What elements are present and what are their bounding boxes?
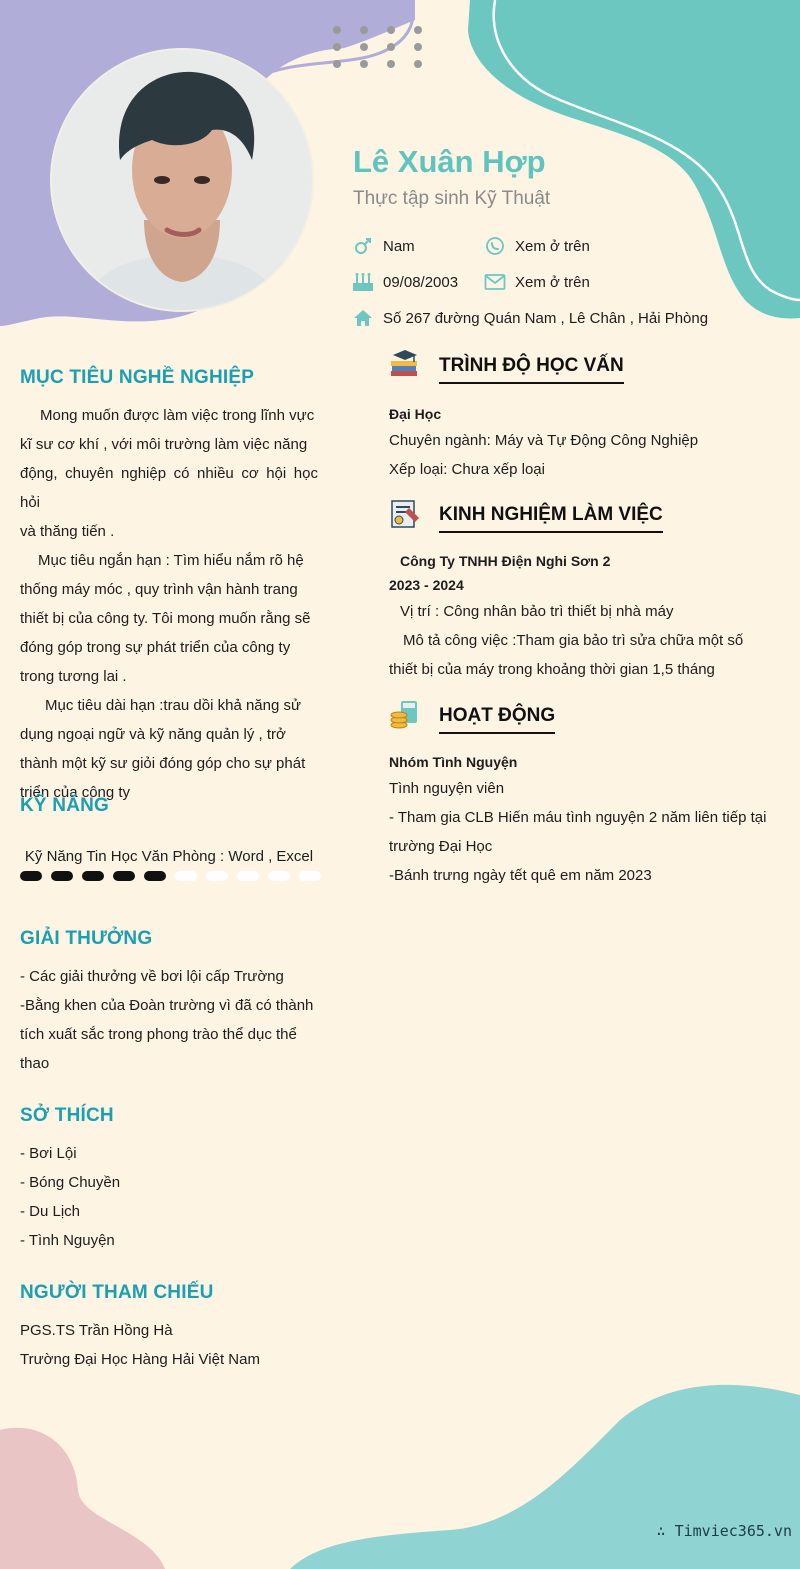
- education-major: Chuyên ngành: Máy và Tự Động Công Nghiệp: [389, 432, 699, 449]
- books-icon: [389, 349, 421, 381]
- profile-photo: [52, 50, 312, 310]
- coins-icon: [389, 699, 421, 731]
- objective-line: triển của công ty: [20, 784, 131, 801]
- reference-line: Trường Đại Học Hàng Hải Việt Nam: [20, 1351, 260, 1368]
- phone-icon: [484, 235, 506, 257]
- education-rank: Xếp loại: Chưa xếp loại: [389, 461, 545, 478]
- objective-text: [20, 401, 318, 807]
- education-header: [389, 349, 624, 384]
- certificate-icon: [389, 498, 421, 530]
- skills-title: KỸ NĂNG: [20, 795, 110, 816]
- award-line: -Bằng khen của Đoàn trường vì đã có thành: [20, 997, 314, 1014]
- activities-group: Nhóm Tình Nguyện: [389, 754, 518, 770]
- gender-value: Nam: [383, 237, 415, 255]
- hobby-item: - Bóng Chuyền: [20, 1174, 121, 1191]
- phone-value: Xem ở trên: [515, 237, 590, 255]
- experience-desc: Mô tả công việc :Tham gia bảo trì sửa chữa một số: [403, 632, 744, 649]
- info-phone: [484, 235, 590, 257]
- objective-line: trong tương lai .: [20, 668, 127, 685]
- experience-content: [389, 549, 779, 684]
- skill-dot-filled: [113, 871, 135, 881]
- objective-line: và thăng tiến .: [20, 523, 115, 540]
- experience-title: KINH NGHIỆM LÀM VIỆC: [439, 498, 663, 533]
- award-line: - Các giải thưởng về bơi lội cấp Trường: [20, 968, 284, 985]
- birthday-value: 09/08/2003: [383, 273, 459, 291]
- skill-dot-empty: [299, 871, 321, 881]
- award-line: thao: [20, 1055, 50, 1072]
- objective-line: đóng góp trong sự phát triển của công ty: [20, 639, 291, 656]
- objective-line: Mục tiêu dài hạn :trau dồi khả năng sử: [45, 697, 302, 714]
- experience-header: [389, 498, 663, 533]
- skill-dot-empty: [206, 871, 228, 881]
- experience-desc: thiết bị của máy trong khoảng thời gian 1,5 tháng: [389, 661, 715, 678]
- award-line: tích xuất sắc trong phong trào thể dục thể: [20, 1026, 297, 1043]
- skill-dot-empty: [237, 871, 259, 881]
- skill-dot-filled: [144, 871, 166, 881]
- objective-line: thành một kỹ sư giỏi đóng góp cho sự phát: [20, 755, 306, 772]
- job-title: Thực tập sinh Kỹ Thuật: [353, 188, 551, 209]
- objective-line: Mong muốn được làm việc trong lĩnh vực: [40, 407, 315, 424]
- education-school: Đại Học: [389, 406, 442, 422]
- experience-period: 2023 - 2024: [389, 577, 464, 593]
- activities-line: trường Đại Học: [389, 838, 493, 855]
- watermark: ∴ Timviec365.vn: [656, 1522, 792, 1540]
- experience-company: Công Ty TNHH Điện Nghi Sơn 2: [400, 553, 611, 569]
- mail-icon: [484, 271, 506, 293]
- skill-dot-empty: [268, 871, 290, 881]
- references-text: [20, 1316, 340, 1374]
- activities-line: -Bánh trưng ngày tết quê em năm 2023: [389, 867, 652, 884]
- activities-role: Tình nguyện viên: [389, 780, 505, 797]
- objective-title: MỤC TIÊU NGHỀ NGHIỆP: [20, 367, 255, 388]
- activities-content: [389, 750, 779, 890]
- objective-line: dụng ngoại ngữ và kỹ năng quản lý , trở: [20, 726, 286, 743]
- references-title: NGƯỜI THAM CHIẾU: [20, 1282, 214, 1303]
- objective-line: Mục tiêu ngắn hạn : Tìm hiểu nắm rõ hệ: [38, 552, 304, 569]
- home-icon: [352, 307, 374, 329]
- skill-name: Kỹ Năng Tin Học Văn Phòng : Word , Excel: [24, 848, 314, 865]
- objective-line: thống máy móc , quy trình vận hành trang: [20, 581, 298, 598]
- gender-icon: [352, 235, 374, 257]
- skill-level-bar: [20, 871, 321, 881]
- info-birthday: [352, 271, 458, 293]
- objective-line: động, chuyên nghiệp có nhiều cơ hội học hỏi: [20, 465, 318, 511]
- objective-line: thiết bị của công ty. Tôi mong muốn rằng sẽ: [20, 610, 311, 627]
- reference-line: PGS.TS Trần Hồng Hà: [20, 1322, 173, 1339]
- activities-header: [389, 699, 555, 734]
- objective-line: kĩ sư cơ khí , với môi trường làm việc năng: [20, 436, 308, 453]
- hobbies-title: SỞ THÍCH: [20, 1105, 114, 1126]
- email-value: Xem ở trên: [515, 273, 590, 291]
- experience-position: Vị trí : Công nhân bảo trì thiết bị nhà máy: [400, 603, 674, 620]
- candidate-name: Lê Xuân Hợp: [353, 144, 546, 179]
- skill-dot-filled: [51, 871, 73, 881]
- hobby-item: - Bơi Lội: [20, 1145, 77, 1162]
- hobbies-list: [20, 1139, 318, 1255]
- awards-text: [20, 962, 318, 1078]
- skill-dot-empty: [175, 871, 197, 881]
- info-gender: [352, 235, 415, 257]
- info-address: [352, 307, 708, 329]
- skill-dot-filled: [20, 871, 42, 881]
- education-title: TRÌNH ĐỘ HỌC VẤN: [439, 349, 624, 384]
- info-email: [484, 271, 590, 293]
- education-content: [389, 402, 779, 484]
- cake-icon: [352, 271, 374, 293]
- hobby-item: - Du Lịch: [20, 1203, 81, 1220]
- activities-line: - Tham gia CLB Hiến máu tình nguyện 2 năm liên tiếp tại: [389, 809, 767, 826]
- skill-dot-filled: [82, 871, 104, 881]
- hobby-item: - Tình Nguyện: [20, 1232, 115, 1249]
- address-value: Số 267 đường Quán Nam , Lê Chân , Hải Phòng: [383, 309, 709, 327]
- awards-title: GIẢI THƯỞNG: [20, 928, 153, 949]
- activities-title: HOẠT ĐỘNG: [439, 699, 555, 734]
